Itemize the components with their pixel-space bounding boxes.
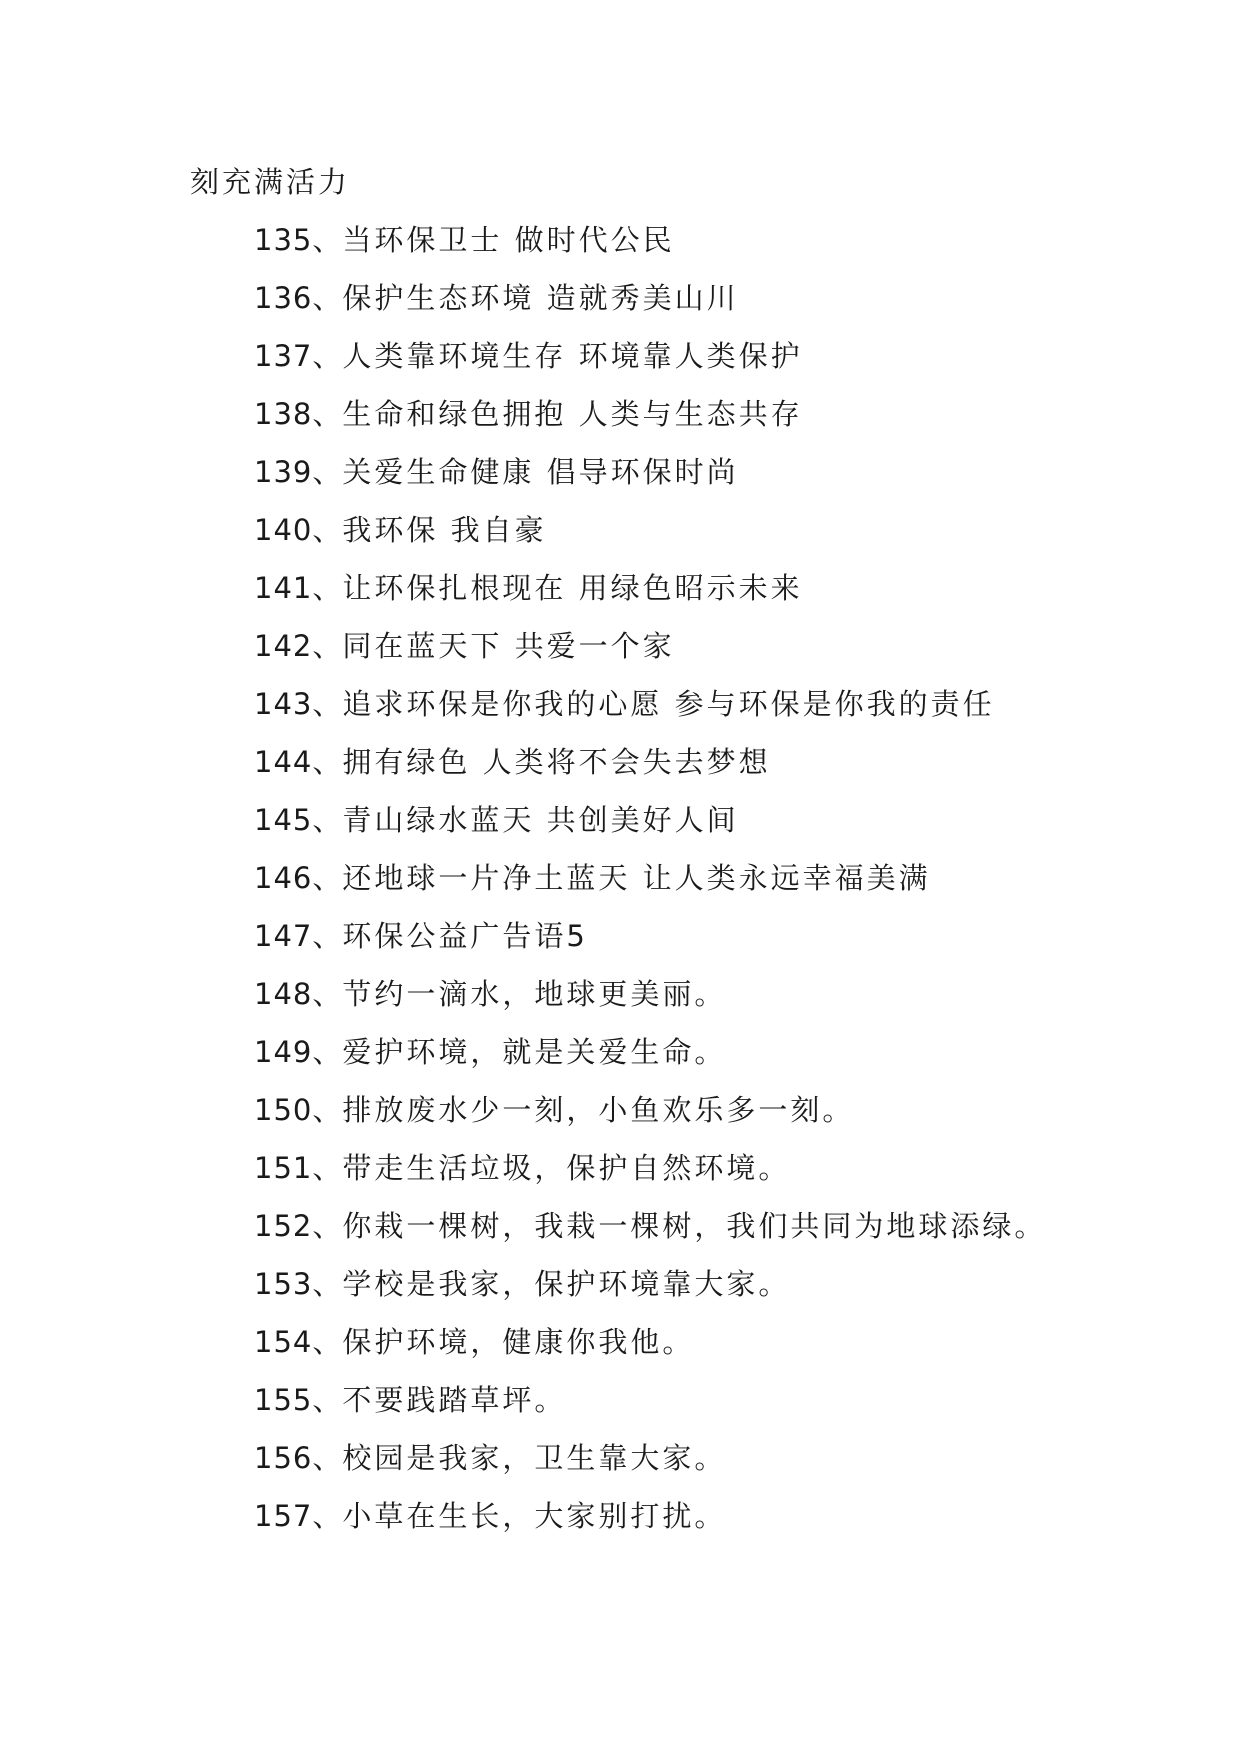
item-number: 152、 <box>254 1209 343 1243</box>
item-number: 136、 <box>254 281 343 315</box>
list-item <box>254 568 1046 626</box>
item-text: 人类靠环境生存 环境靠人类保护 <box>342 339 803 373</box>
item-number: 145、 <box>254 803 343 837</box>
item-number: 148、 <box>254 977 343 1011</box>
item-text: 节约一滴水，地球更美丽。 <box>342 977 727 1011</box>
list-item <box>254 1148 1046 1206</box>
item-text: 当环保卫士 做时代公民 <box>342 223 675 257</box>
item-text: 校园是我家，卫生靠大家。 <box>342 1441 727 1475</box>
list-item <box>254 742 1046 800</box>
item-text: 不要践踏草坪。 <box>342 1383 567 1417</box>
list-item <box>254 1264 1046 1322</box>
item-number: 154、 <box>254 1325 343 1359</box>
item-number: 140、 <box>254 513 343 547</box>
item-number: 142、 <box>254 629 343 663</box>
list-item <box>254 800 1046 858</box>
item-number: 138、 <box>254 397 343 431</box>
item-number: 150、 <box>254 1093 343 1127</box>
item-text: 关爱生命健康 倡导环保时尚 <box>342 455 739 489</box>
item-text: 同在蓝天下 共爱一个家 <box>342 629 675 663</box>
item-number: 137、 <box>254 339 343 373</box>
list-item <box>254 1090 1046 1148</box>
list-item <box>254 1032 1046 1090</box>
item-text: 还地球一片净土蓝天 让人类永远幸福美满 <box>342 861 931 895</box>
item-number: 156、 <box>254 1441 343 1475</box>
item-text: 追求环保是你我的心愿 参与环保是你我的责任 <box>342 687 995 721</box>
list-item <box>254 452 1046 510</box>
list-item <box>254 1322 1046 1380</box>
item-text: 排放废水少一刻，小鱼欢乐多一刻。 <box>342 1093 855 1127</box>
item-number: 157、 <box>254 1499 343 1533</box>
item-text: 小草在生长，大家别打扰。 <box>342 1499 727 1533</box>
list-item <box>254 278 1046 336</box>
item-text: 拥有绿色 人类将不会失去梦想 <box>342 745 771 779</box>
item-number: 141、 <box>254 571 343 605</box>
list-item <box>254 626 1046 684</box>
list-item <box>254 684 1046 742</box>
list-item <box>254 1206 1046 1264</box>
item-text: 让环保扎根现在 用绿色昭示未来 <box>342 571 803 605</box>
item-text: 你栽一棵树，我栽一棵树，我们共同为地球添绿。 <box>342 1209 1047 1243</box>
list-item <box>254 220 1046 278</box>
list-item <box>254 336 1046 394</box>
continuation-text: 刻充满活力 <box>190 165 351 199</box>
item-number: 153、 <box>254 1267 343 1301</box>
item-number: 149、 <box>254 1035 343 1069</box>
item-number: 155、 <box>254 1383 343 1417</box>
item-number: 146、 <box>254 861 343 895</box>
item-number: 135、 <box>254 223 343 257</box>
item-number: 144、 <box>254 745 343 779</box>
slogan-list <box>254 220 1046 1554</box>
list-item <box>254 394 1046 452</box>
item-text: 带走生活垃圾，保护自然环境。 <box>342 1151 791 1185</box>
list-item <box>254 1438 1046 1496</box>
item-number: 143、 <box>254 687 343 721</box>
list-item <box>254 1496 1046 1554</box>
item-text: 我环保 我自豪 <box>342 513 547 547</box>
list-item <box>254 916 1046 974</box>
item-number: 147、 <box>254 919 343 953</box>
item-text: 保护生态环境 造就秀美山川 <box>342 281 739 315</box>
item-text: 学校是我家，保护环境靠大家。 <box>342 1267 791 1301</box>
item-text: 爱护环境，就是关爱生命。 <box>342 1035 727 1069</box>
item-text: 保护环境，健康你我他。 <box>342 1325 695 1359</box>
list-item <box>254 510 1046 568</box>
item-number: 139、 <box>254 455 343 489</box>
list-item <box>254 974 1046 1032</box>
item-text: 青山绿水蓝天 共创美好人间 <box>342 803 739 837</box>
item-number: 151、 <box>254 1151 343 1185</box>
item-text: 环保公益广告语5 <box>342 919 588 953</box>
list-item <box>254 858 1046 916</box>
item-text: 生命和绿色拥抱 人类与生态共存 <box>342 397 803 431</box>
list-item <box>254 1380 1046 1438</box>
